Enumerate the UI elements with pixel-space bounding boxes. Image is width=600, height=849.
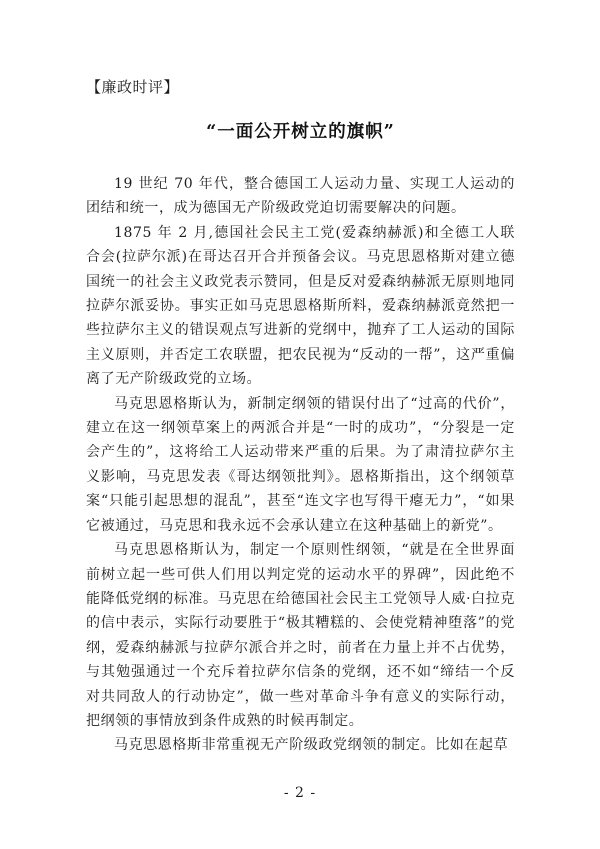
paragraph: 马克思恩格斯认为，新制定纲领的错误付出了“过高的代价”，建立在这一纲领草案上的两派合并是“一时的成功”，“分裂是一定会产生的”，这将给工人运动带来严重的后果。为了肃清拉萨尔主义影响，马克思发表《哥达纲领批判》。恩格斯指出，这个纲领草案“只能引起思想的混乱”，甚至“连文字也写得干瘪无力”，“如果它被通过，马克思和我永远不会承认建立在这种基础上的新党”。	[86, 395, 515, 534]
paragraph: 马克思恩格斯认为，制定一个原则性纲领，“就是在全世界面前树立起一些可供人们用以判定党的运动水平的界碑”，因此绝不能降低党纲的标准。马克思在给德国社会民主工党领导人威·白拉克的信中表示，实际行动要胜于“极其糟糕的、会使党精神堕落”的党纲，爱森纳赫派与拉萨尔派合并之时，前者在力量上并不占优势，与其勉强通过一个充斥着拉萨尔信条的党纲，还不如“缔结一个反对共同敌人的行动协定”，做一些对革命斗争有意义的实际行动，把纲领的事情放到条件成熟的时候再制定。	[86, 542, 515, 729]
paragraph: 1875 年 2 月,德国社会民主工党(爱森纳赫派)和全德工人联合会(拉萨尔派)在哥达召开合并预备会议。马克思恩格斯对建立德国统一的社会主义政党表示赞同，但是反对爱森纳赫派无原则地同拉萨尔派妥协。事实正如马克思恩格斯所料，爱森纳赫派竟然把一些拉萨尔主义的错误观点写进新的党纲中，抛弃了工人运动的国际主义原则，并否定工农联盟，把农民视为“反动的一帮”，这严重偏离了无产阶级政党的立场。	[86, 224, 515, 388]
document-title: “一面公开树立的旗帜”	[206, 122, 395, 142]
document-body	[86, 172, 515, 758]
paragraph: 马克思恩格斯非常重视无产阶级政党纲领的制定。比如在起草	[114, 737, 509, 754]
page-number: - 2 -	[283, 785, 317, 801]
paragraph: 19 世纪 70 年代，整合德国工人运动力量、实现工人运动的团结和统一，成为德国无产阶级政党迫切需要解决的问题。	[86, 176, 515, 217]
category-label: 【廉政时评】	[86, 78, 180, 96]
